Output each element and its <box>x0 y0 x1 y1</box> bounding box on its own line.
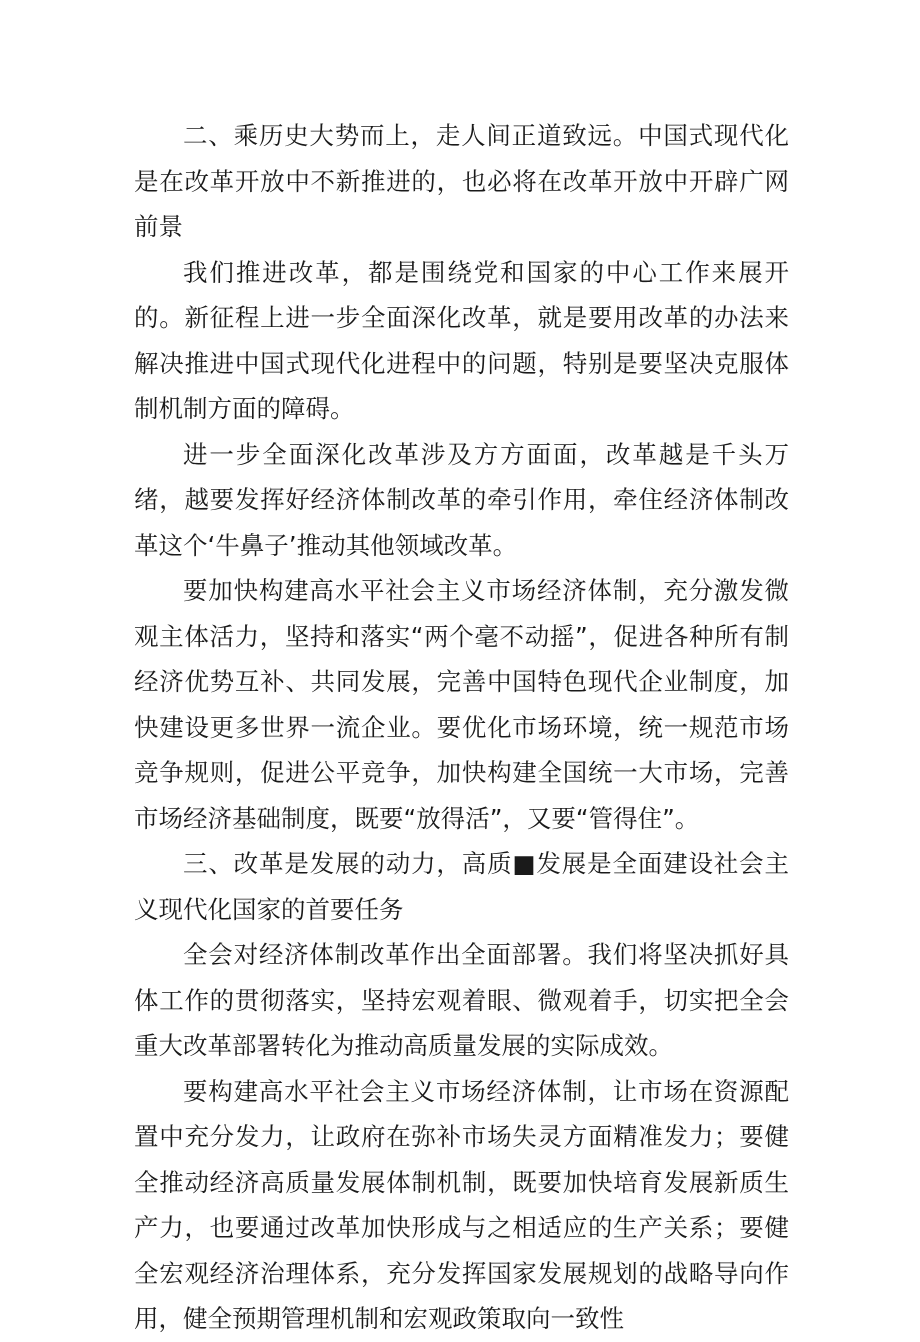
body-paragraph: 我们推进改革，都是围绕党和国家的中心工作来展开的。新征程上进一步全面深化改革，就是要用改革的办法来解决推进中国式现代化进程中的问题，特别是要坚决克服体制机制方面的障碍。 <box>134 257 789 423</box>
section-heading: 二、乘历史大势而上，走人间正道致远。中国式现代化是在改革开放中不新推进的，也必将在改革开放中开辟广网前景 <box>134 121 789 241</box>
body-paragraph: 进一步全面深化改革涉及方方面面，改革越是千头万绪，越要发挥好经济体制改革的牵引作用，牵住经济体制改革这个‘牛鼻子’推动其他领域改革。 <box>134 439 789 560</box>
body-paragraph: 要加快构建高水平社会主义市场经济体制，充分激发微观主体活力，坚持和落实“两个毫不动摇”，促进各种所有制经济优势互补、共同发展，完善中国特色现代企业制度，加快建设更多世界一流企业。要优化市场环境，统一规范市场竞争规则，促进公平竞争，加快构建全国统一大市场，完善市场经济基础制度，既要“放得活”，又要“管得住”。 <box>134 576 789 833</box>
section-heading: 三、改革是发展的动力，高质■发展是全面建设社会主义现代化国家的首要任务 <box>134 849 789 924</box>
body-paragraph: 要构建高水平社会主义市场经济体制，让市场在资源配置中充分发力，让政府在弥补市场失灵方面精准发力；要健全推动经济高质量发展体制机制，既要加快培育发展新质生产力，也要通过改革加快形成与之相适应的生产关系；要健全宏观经济治理体系，充分发挥国家发展规划的战略导向作用，健全预期管理机制和宏观政策取向一致性 <box>134 1076 789 1333</box>
body-paragraph: 全会对经济体制改革作出全面部署。我们将坚决抓好具体工作的贯彻落实，坚持宏观着眼、微观着手，切实把全会重大改革部署转化为推动高质量发展的实际成效。 <box>134 940 789 1060</box>
document-body <box>134 113 789 1342</box>
